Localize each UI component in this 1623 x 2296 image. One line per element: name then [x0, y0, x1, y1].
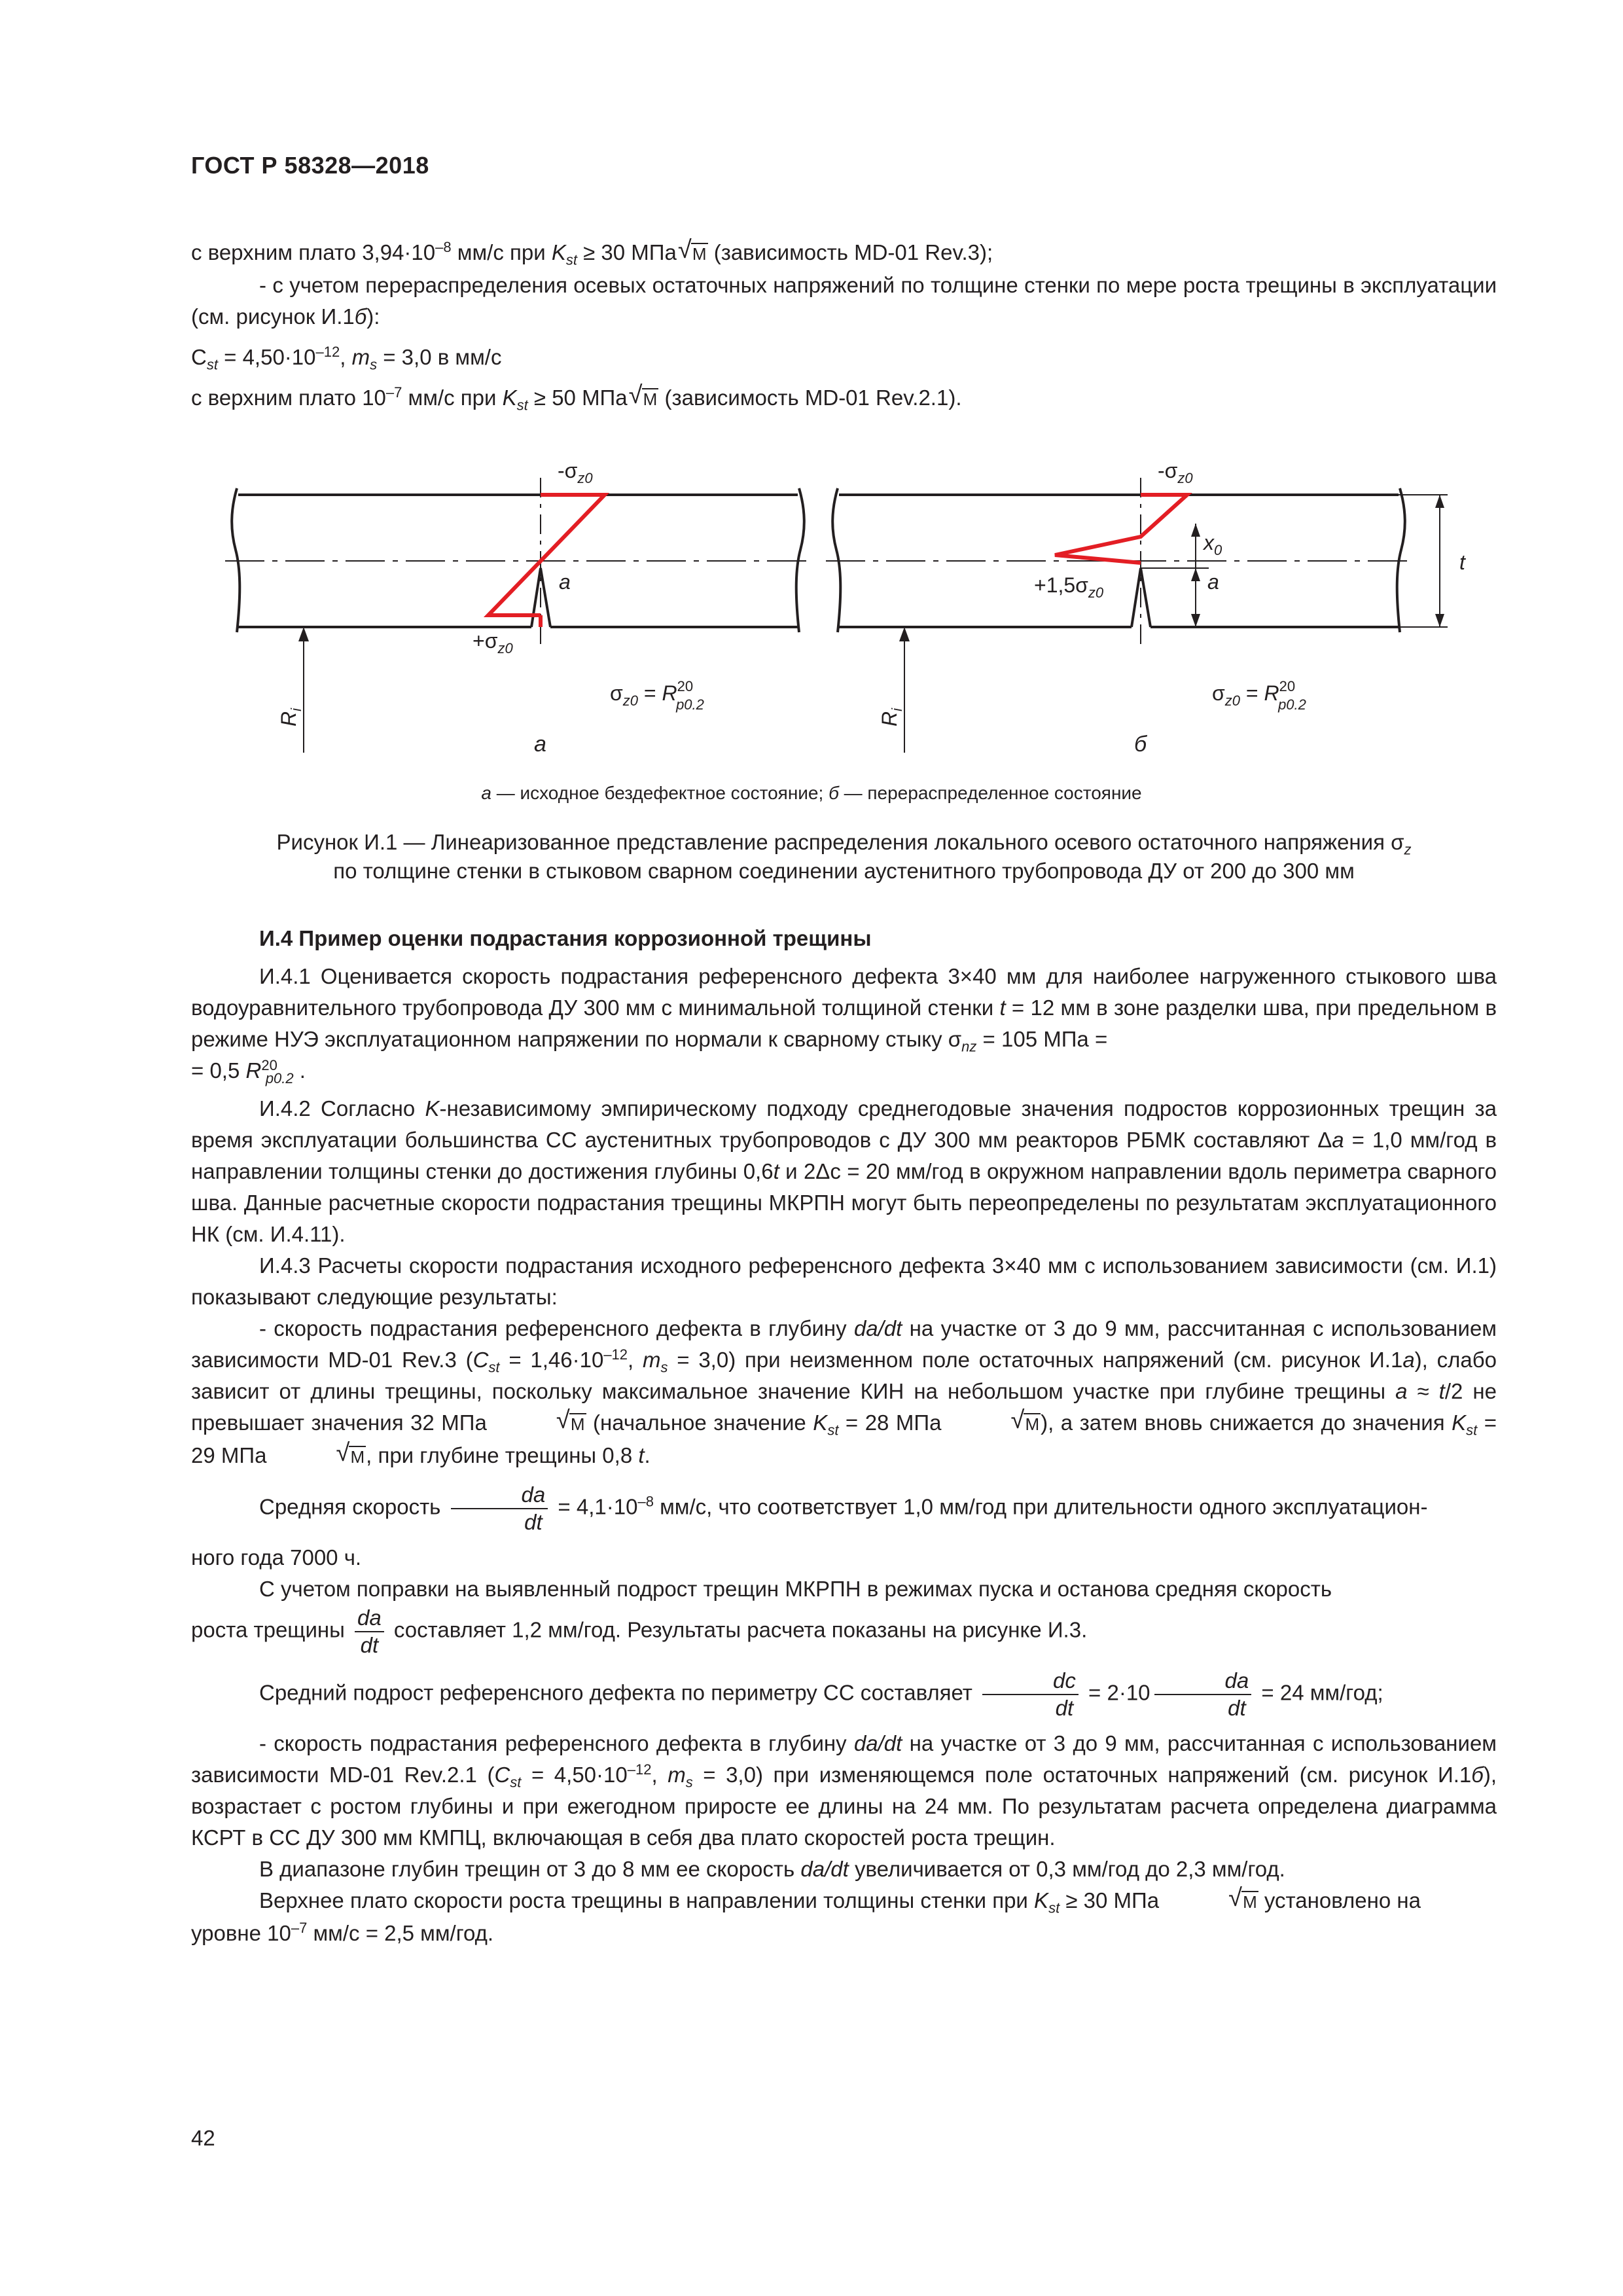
figure-caption: [191, 828, 1497, 886]
label-t: t: [1459, 550, 1465, 574]
sqrt-symbol: √ M: [677, 236, 707, 264]
sqrt-symbol: √ M: [628, 382, 658, 409]
fraction-da-dt: $\frac{da}{dt}$: [355, 1605, 384, 1659]
panel-label-b: б: [1134, 732, 1147, 757]
page-number: 42: [191, 2126, 215, 2150]
intro-text: [191, 237, 1497, 415]
dim-a-arrowhead-bottom: [1191, 614, 1200, 627]
paragraph-depth-range: В диапазоне глубин трещин от 3 до 8 мм ее скорость da/dt увеличивается от 0,3 мм/год до 2,3 мм/год.: [259, 1857, 1285, 1881]
paragraph-i42: И.4.2 Согласно K-независимому эмпирическому подходу среднегодовые значения подростов коррозионных трещин за время эксплуатации большинства СС аустенитных трубопроводов с ДУ 300 мм реакторов РБМК составляют Δa = 1,0 мм/год в направлении толщины стенки до достижения глубины 0,6t и 2Δс = 20 мм/год в окружном направлении вдоль периметра сварного шва. Данные расчетные скорости подрастания трещины МКРПН могут быть переопределены по результатам эксплуатационного НК (см. И.4.11).: [191, 1096, 1497, 1246]
equation-a: $\sigma_{z0} = R^{20}$ p0.2: [610, 678, 704, 713]
caption-line-1: Рисунок И.1 — Линеаризованное представление распределения локального осевого остаточного напряжения $\sigma_z$: [276, 830, 1412, 858]
intro-line-2: - с учетом перераспределения осевых остаточных напряжений по толщине стенки по мере роста трещины в эксплуатации (см. рисунок И.1б):: [191, 273, 1497, 329]
paragraph-i41-cont: = 0,5 $R^{20}_{p0.2}$ .: [191, 1057, 306, 1086]
figure-i1: [191, 452, 1497, 792]
dim-a-arrowhead: [1191, 568, 1200, 581]
label-sigma-neg-a: $-\sigma_{z0}$: [558, 459, 593, 486]
label-ri-b: $R_i$: [878, 708, 905, 726]
panel-label-a: а: [534, 732, 546, 757]
label-sigma-neg-b: $-\sigma_{z0}$: [1158, 459, 1193, 486]
paragraph-perimeter: Средний подрост референсного дефекта по периметру СС составляет $\frac{dc}{dt}$ = 2·10 $\frac{da}{dt}$ = 24 мм/год;: [259, 1668, 1383, 1720]
sqrt-symbol: √ M: [336, 1439, 365, 1467]
paragraph-i43: И.4.3 Расчеты скорости подрастания исходного референсного дефекта 3×40 мм с использованием зависимости (см. И.1) показывают следующие результаты:: [191, 1253, 1497, 1309]
paragraph-upper-plateau: Верхнее плато скорости роста трещины в направлении толщины стенки при $K_{st} \ge 30$ МПа √ M установлено на: [191, 1885, 1497, 1918]
paragraph-rev21: - скорость подрастания референсного дефекта в глубину da/dt на участке от 3 до 9 мм, рассчитанная с использованием зависимости MD-01 Rev.2.1 ($C_{st} = 4,50\cdot 10^{-12}$, $m_s = 3,0$) при изменяющемся поле остаточных напряжений (см. рисунок И.1б), возрастает с ростом глубины и при ежегодном приросте ее длины на 24 мм. По результатам расчета определена диаграмма КСРТ в СС ДУ 300 мм КМПЦ, включающая в себя два плато скоростей роста трещин.: [191, 1731, 1497, 1850]
document-header: ГОСТ Р 58328—2018: [191, 152, 429, 179]
caption-line-2: по толщине стенки в стыковом сварном соединении аустенитного трубопровода ДУ от 200 до 300 мм: [333, 859, 1355, 883]
dim-t-arrowhead-top: [1435, 495, 1444, 508]
sqrt-symbol: √ M: [1010, 1407, 1040, 1434]
section-i4: [191, 923, 1497, 1949]
label-ri-a: $R_i$: [277, 708, 304, 726]
ri-arrowhead-a: [298, 627, 309, 641]
fraction-dc-dt: $\frac{dc}{dt}$: [982, 1668, 1079, 1721]
label-15sigma: $+1,5\sigma_{z0}$: [1034, 573, 1104, 601]
paragraph-avg-speed-cont: ного года 7000 ч.: [191, 1545, 362, 1570]
dim-x0-arrowhead: [1191, 524, 1200, 537]
fraction-da-dt: $\frac{da}{dt}$: [1154, 1668, 1252, 1721]
paragraph-correction: С учетом поправки на выявленный подрост трещин МКРПН в режимах пуска и останова средняя скорость: [259, 1577, 1332, 1601]
paragraph-correction-cont: роста трещины $\frac{da}{dt}$ составляет 1,2 мм/год. Результаты расчета показаны на рисунке И.3.: [191, 1605, 1088, 1657]
paragraph-upper-plateau-cont: уровне $10^{-7}$ мм/с = 2,5 мм/год.: [191, 1920, 494, 1945]
intro-line-1: с верхним плато $3,94\cdot 10^{-8}$ мм/с при $K_{st} \ge 30$ МПа √ M (зависимость MD-01 Rev.3);: [191, 237, 1497, 270]
dim-t-arrowhead-bottom: [1435, 614, 1444, 627]
label-a-crack-b: a: [1207, 570, 1219, 594]
section-title: И.4 Пример оценки подрастания коррозионной трещины: [259, 926, 872, 950]
paragraph-rev3: - скорость подрастания референсного дефекта в глубину da/dt на участке от 3 до 9 мм, рассчитанная с использованием зависимости MD-01 Rev.3 ($C_{st} = 1,46\cdot 10^{-12}$, $m_s = 3,0$) при неизменном поле остаточных напряжений (см. рисунок И.1а), слабо зависит от длины трещины, поскольку максимальное значение КИН на небольшом участке при глубине трещины a ≈ t/2 не превышает значения 32 МПа √ M (начальное значение $K_{st} = 28$ МПа √ M), а затем вновь снижается до значения $K_{st} = 29$ МПа √ M, при глубине трещины 0,8 t.: [191, 1313, 1497, 1473]
label-a-crack-a: a: [559, 570, 571, 594]
ri-arrowhead-b: [899, 627, 910, 641]
sqrt-symbol: √ M: [556, 1407, 585, 1434]
intro-formula: $C_{st} = 4,50\cdot 10^{-12}$, $m_s = 3,0$ в мм/с: [191, 344, 502, 373]
paragraph-i41: И.4.1 Оценивается скорость подрастания референсного дефекта 3×40 мм для наиболее нагруженного стыкового шва водоуравнительного трубопровода ДУ 300 мм с минимальной толщиной стенки t = 12 мм в зоне разделки шва, при предельном в режиме НУЭ эксплуатационном напряжении по нормали к сварному стыку $\sigma_{nz} = 105$ МПа =: [191, 964, 1497, 1055]
paragraph-avg-speed: Средняя скорость $\frac{da}{dt}$ = $4,1\cdot 10^{-8}$ мм/с, что соответствует 1,0 мм/год при длительности одного эксплуатацион-: [259, 1482, 1428, 1534]
figure-legend: а — исходное бездефектное состояние; б — перераспределенное состояние: [481, 783, 1142, 803]
intro-line-3: с верхним плато $10^{-7}$ мм/с при $K_{st} \ge 50$ МПа √ M (зависимость MD-01 Rev.2.1).: [191, 382, 1497, 415]
fraction-da-dt: $\frac{da}{dt}$: [451, 1482, 548, 1535]
panel-b-stress-line: [1055, 495, 1187, 563]
label-sigma-pos-a: $+\sigma_{z0}$: [473, 629, 513, 656]
label-x0: $x_0$: [1204, 531, 1222, 558]
equation-b: $\sigma_{z0} = R^{20}$ p0.2: [1212, 678, 1306, 713]
sqrt-symbol: √ M: [1228, 1884, 1257, 1912]
figure-svg: [191, 452, 1497, 792]
